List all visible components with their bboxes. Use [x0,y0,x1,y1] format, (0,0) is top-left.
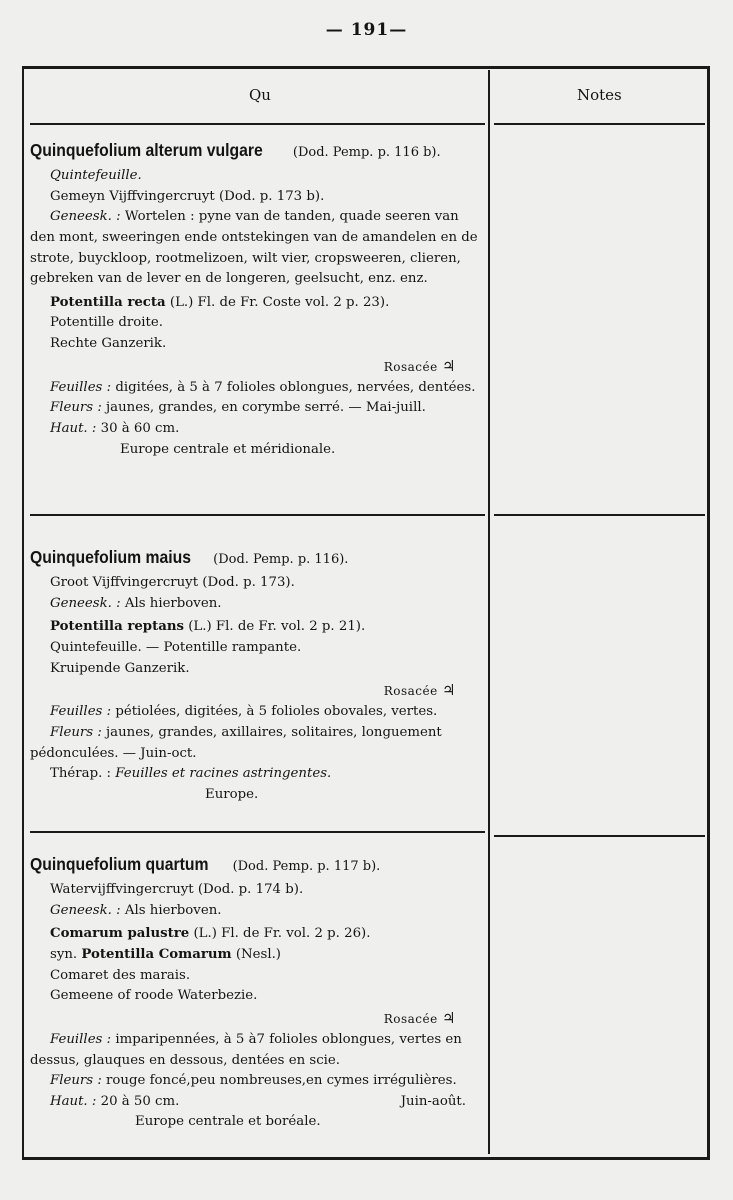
region: Europe. [205,786,259,802]
species-name: Potentilla recta [50,294,166,310]
geneesk-text: Als hierboven. [124,595,222,611]
species-name: Comarum palustre [50,926,190,942]
feuilles-label: Feuilles : [50,704,112,720]
fleurs-label: Fleurs : [50,725,102,741]
species-name: Potentilla reptans [50,619,184,635]
perennial-symbol: ♃ [442,681,456,700]
common-name: Quintefeuille. — Potentille rampante. [50,639,302,655]
entry-line: Watervijffvingercruyt (Dod. p. 174 b). [50,882,304,898]
perennial-symbol: ♃ [442,1008,456,1027]
column-divider [488,70,490,1154]
section-rule-right-2 [494,835,705,837]
haut-label: Haut. : [50,421,97,437]
entry-title-ref: (Dod. Pemp. p. 117 b). [232,859,381,874]
syn-label: syn. [50,946,78,962]
entry-2 [30,544,486,805]
entry-line: Groot Vijffvingercruyt (Dod. p. 173). [50,575,295,591]
entry-title-ref: (Dod. Pemp. p. 116 b). [292,145,441,160]
common-name: Gemeene of roode Waterbezie. [50,988,258,1004]
region: Europe centrale et méridionale. [120,441,336,457]
family-name: Rosacée [383,359,438,374]
geneesk-text: Wortelen : pyne van de tanden, quade seeren van den mont, sweeringen ende ontstekingen van de amandelen en de strote, buyckloop, rootmelizoen, wilt vier, cropsweeren, clieren, gebreken van de lever en de longeren, geelsucht, enz. enz. [30,209,478,287]
page-number: — 191— [325,20,408,40]
feuilles-text: imparipennées, à 5 à7 folioles oblongues, vertes en dessus, glauques en dessous, dentées en scie. [30,1032,462,1068]
entry-line: Gemeyn Vijffvingercruyt (Dod. p. 173 b). [50,188,325,204]
fleurs-text: jaunes, grandes, en corymbe serré. — Mai-juill. [106,400,426,416]
entry-3 [30,851,486,1133]
syn-ref: (Nesl.) [235,946,281,962]
common-name: Comaret des marais. [50,967,191,983]
feuilles-text: digitées, à 5 à 7 folioles oblongues, nervées, dentées. [115,379,476,395]
therap-label: Thérap. : [50,766,112,782]
entry-1 [30,137,486,460]
fleurs-label: Fleurs : [50,400,102,416]
entry-title: Quinquefolium maius [30,547,192,567]
haut-label: Haut. : [50,1093,97,1109]
geneesk-label: Geneesk. : [50,209,121,225]
feuilles-text: pétiolées, digitées, à 5 folioles obovales, vertes. [115,704,438,720]
perennial-symbol: ♃ [442,356,456,375]
fleurs-text: jaunes, grandes, axillaires, solitaires, longuement pédonculées. — Juin-oct. [30,725,442,761]
feuilles-label: Feuilles : [50,379,112,395]
species-ref: (L.) Fl. de Fr. Coste vol. 2 p. 23). [169,294,390,310]
geneesk-label: Geneesk. : [50,902,121,918]
entry-title: Quinquefolium quartum [30,854,209,874]
geneesk-label: Geneesk. : [50,595,121,611]
section-rule-left-2 [30,831,485,833]
species-ref: (L.) Fl. de Fr. vol. 2 p. 21). [188,619,366,635]
table-right-border [707,66,710,1157]
geneesk-paragraph [30,207,486,289]
header-qu: Qu [249,86,271,104]
syn-species: Potentilla Comarum [81,946,232,962]
haut-text: 20 à 50 cm. [100,1093,180,1109]
common-name: Kruipende Ganzerik. [50,660,190,676]
flowering-period: Juin-août. [400,1093,466,1109]
region: Europe centrale et boréale. [135,1114,321,1130]
family-name: Rosacée [383,1011,438,1026]
family-name: Rosacée [383,684,438,699]
therap-text: Feuilles et racines astringentes. [115,766,332,782]
common-name: Rechte Ganzerik. [50,336,167,351]
header-notes: Notes [577,86,622,104]
species-ref: (L.) Fl. de Fr. vol. 2 p. 26). [193,926,371,942]
header-rule-left [30,123,485,125]
fleurs-label: Fleurs : [50,1073,102,1089]
common-name: Potentille droite. [50,315,163,331]
entry-title: Quinquefolium alterum vulgare [30,140,263,160]
entry-line: Quintefeuille. [50,168,142,184]
geneesk-text: Als hierboven. [124,902,222,918]
fleurs-text: rouge foncé,peu nombreuses,en cymes irrégulières. [106,1073,457,1089]
feuilles-label: Feuilles : [50,1032,112,1048]
entry-title-ref: (Dod. Pemp. p. 116). [213,552,349,567]
section-rule-right-1 [494,514,705,516]
haut-text: 30 à 60 cm. [100,421,180,437]
section-rule-left-1 [30,514,485,516]
header-rule-right [494,123,705,125]
